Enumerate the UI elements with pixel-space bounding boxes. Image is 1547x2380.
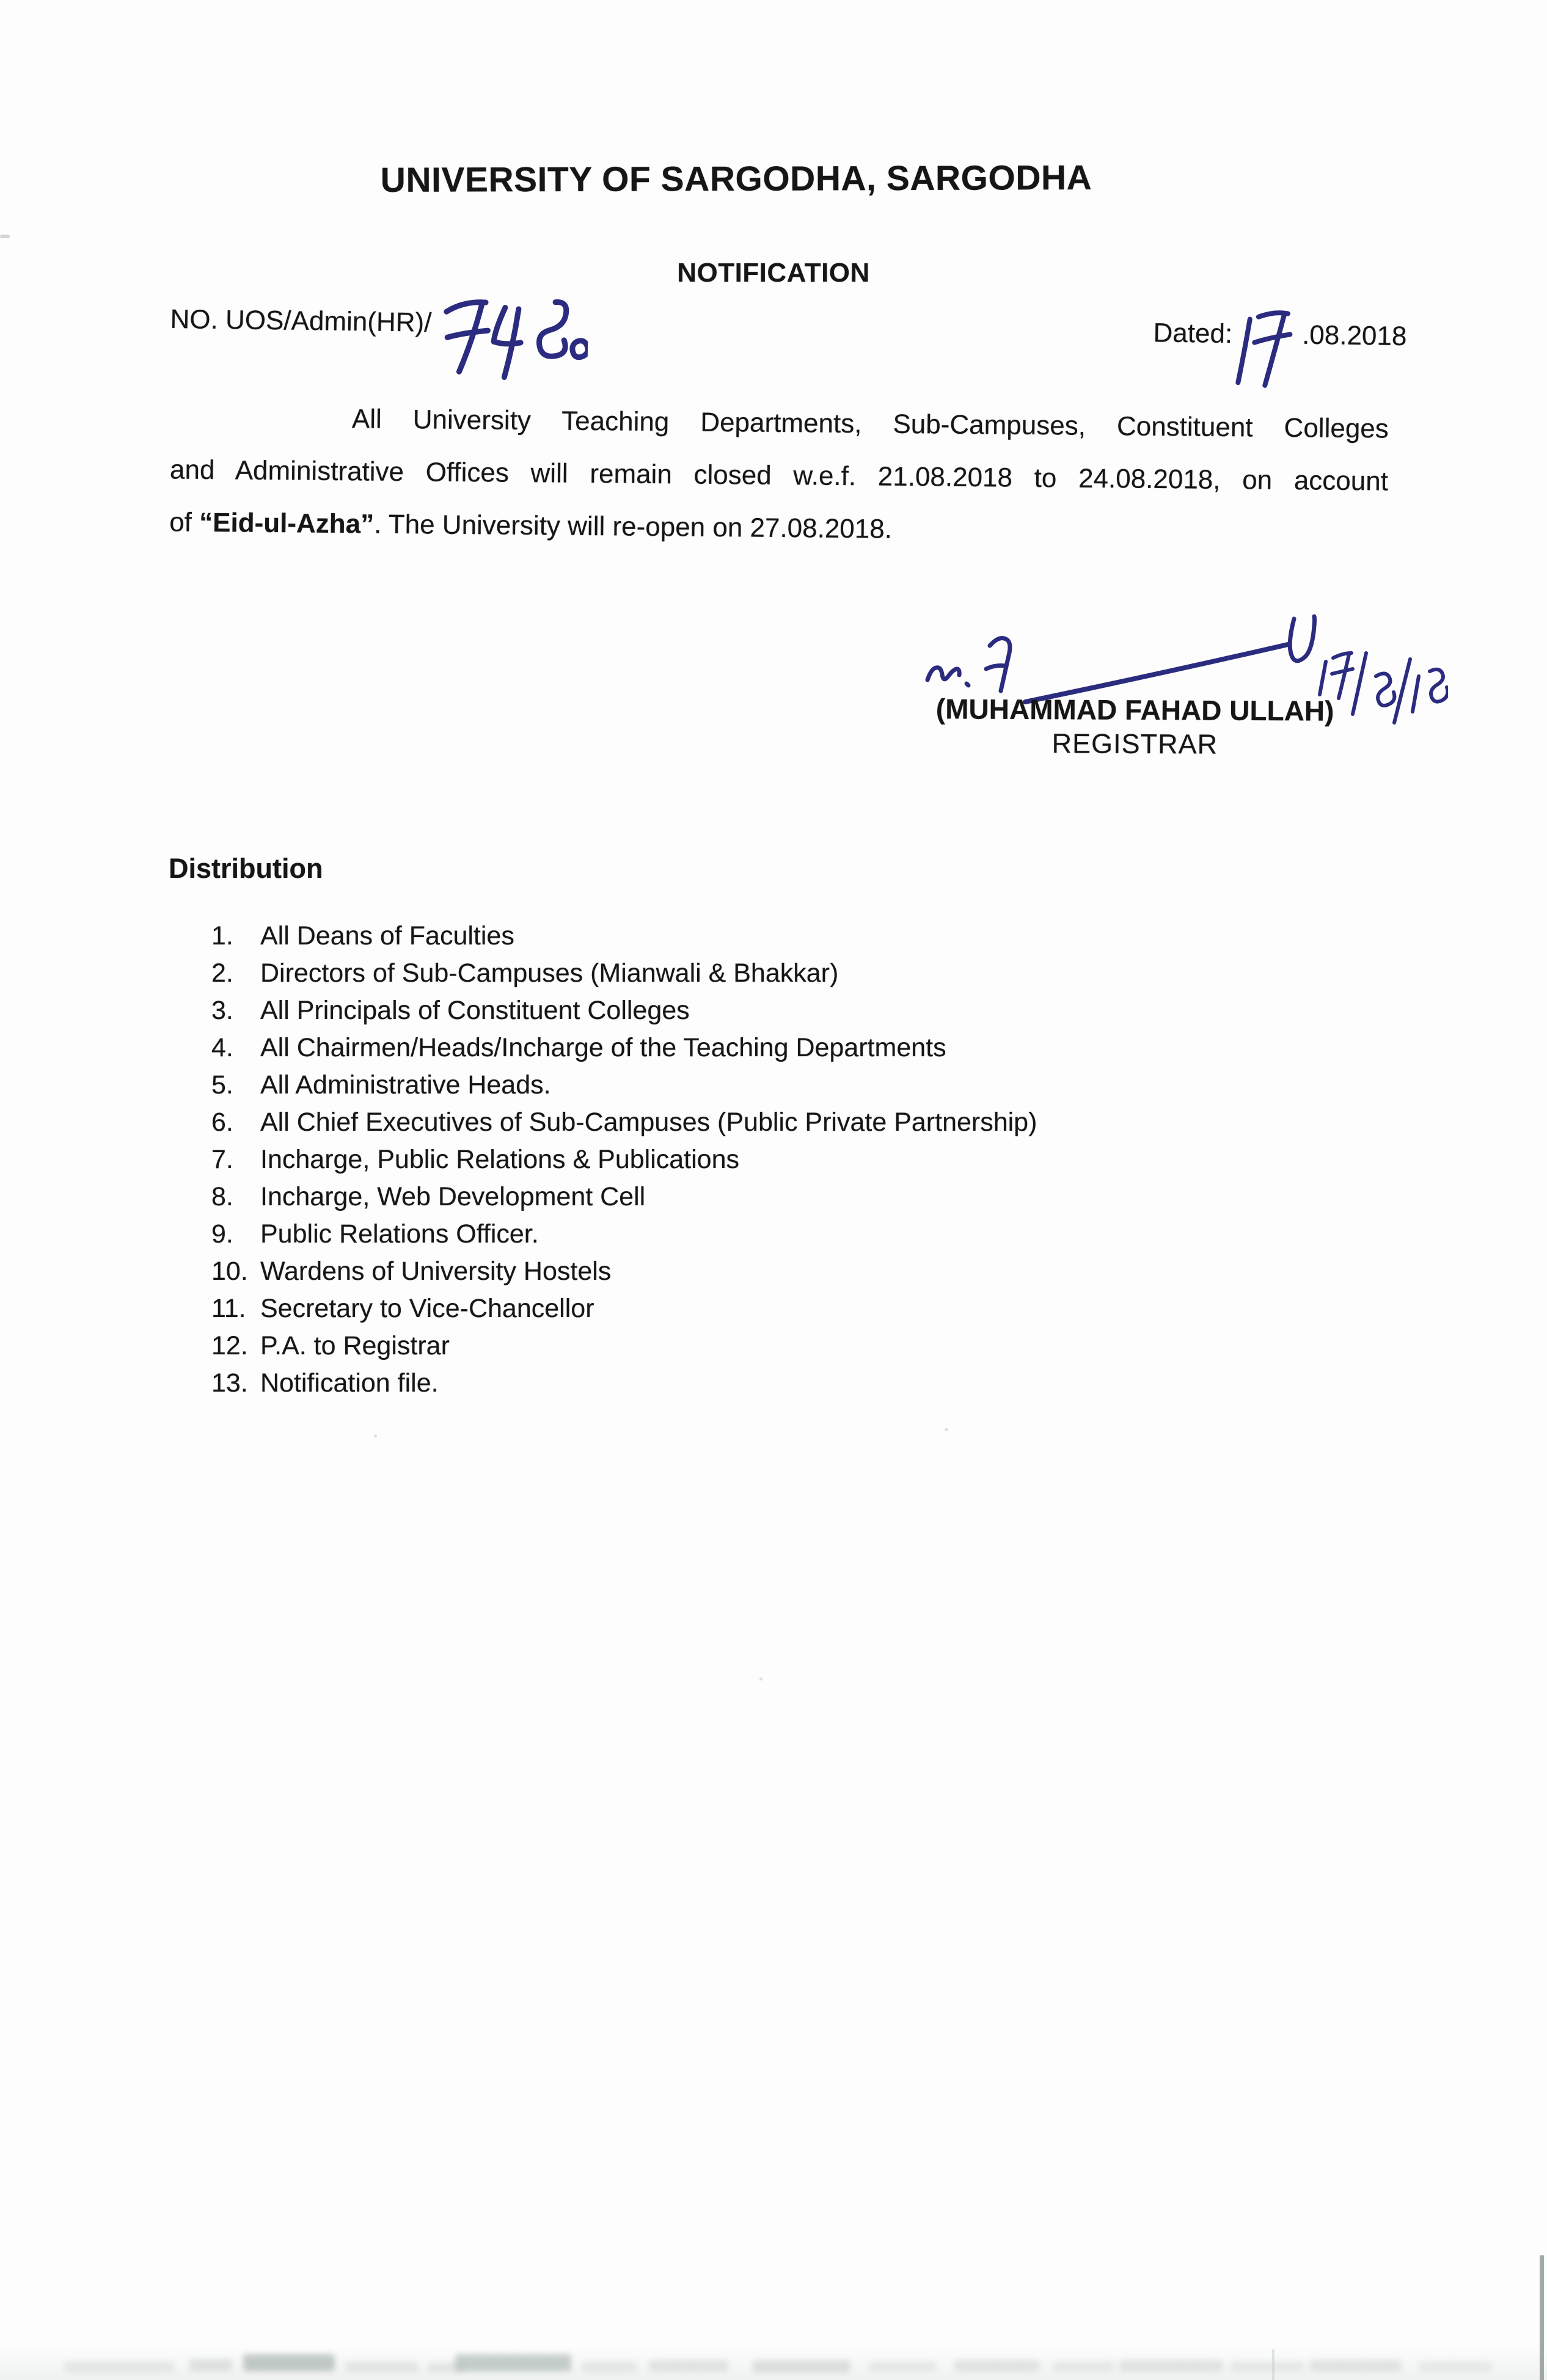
distribution-item-number: 13.	[211, 1368, 248, 1398]
distribution-item-label: P.A. to Registrar	[260, 1331, 450, 1360]
distribution-item-number: 7.	[211, 1145, 233, 1174]
distribution-item	[211, 1108, 1037, 1145]
distribution-item-label: All Administrative Heads.	[260, 1070, 551, 1100]
signature-block	[907, 692, 1363, 762]
notification-body	[169, 391, 1389, 560]
body-line-3-post: . The University will re-open on 27.08.2018.	[373, 509, 893, 544]
distribution-item	[211, 1182, 1037, 1219]
reference-date-row	[169, 304, 1407, 396]
date-group	[1152, 318, 1407, 396]
distribution-item-number: 9.	[211, 1219, 233, 1249]
distribution-item-label: Public Relations Officer.	[260, 1219, 539, 1249]
scan-speck	[374, 1434, 377, 1437]
signatory-name: (MUHAMMAD FAHAD ULLAH)	[935, 693, 1334, 727]
distribution-heading: Distribution	[169, 853, 323, 884]
distribution-item-number: 6.	[211, 1108, 233, 1137]
date-label: Dated:	[1153, 318, 1233, 349]
handwritten-date-day	[1233, 302, 1301, 395]
body-line-1: All University Teaching Departments, Sub-Campuses, Constituent Colleges	[351, 404, 1389, 444]
scan-edge-line	[1540, 2255, 1544, 2380]
distribution-item	[211, 1368, 1037, 1406]
distribution-item	[211, 996, 1037, 1033]
distribution-item-label: Secretary to Vice-Chancellor	[260, 1294, 594, 1323]
distribution-item	[211, 958, 1037, 996]
distribution-item-label: All Chairmen/Heads/Incharge of the Teaching Departments	[260, 1033, 946, 1062]
page-title: UNIVERSITY OF SARGODHA, SARGODHA	[380, 158, 1092, 200]
distribution-item-label: All Chief Executives of Sub-Campuses (Public Private Partnership)	[260, 1108, 1037, 1137]
scan-speck	[945, 1428, 948, 1431]
distribution-item	[211, 1033, 1037, 1070]
distribution-item-number: 10.	[211, 1257, 248, 1286]
reference-label: NO. UOS/Admin(HR)/	[170, 304, 432, 338]
date-text: .08.2018	[1301, 319, 1407, 352]
distribution-item-label: Notification file.	[260, 1368, 439, 1398]
distribution-item-number: 11.	[211, 1294, 246, 1323]
distribution-list	[211, 921, 1037, 1406]
distribution-item-label: All Deans of Faculties	[260, 921, 514, 951]
scan-edge-mark	[0, 235, 10, 238]
scan-speck	[759, 1677, 763, 1681]
distribution-item-label: Incharge, Public Relations & Publications	[260, 1145, 739, 1174]
distribution-item	[211, 1331, 1037, 1368]
body-line-2: and Administrative Offices will remain closed w.e.f. 21.08.2018 to 24.08.2018, on account	[169, 454, 1389, 497]
distribution-item-number: 5.	[211, 1070, 233, 1100]
distribution-item	[211, 1070, 1037, 1108]
reference-group	[169, 304, 588, 383]
distribution-item-number: 3.	[211, 996, 233, 1025]
notification-heading: NOTIFICATION	[677, 258, 870, 288]
scan-edge-line-faint	[1272, 2349, 1275, 2380]
distribution-item-number: 1.	[211, 921, 233, 951]
distribution-item-number: 4.	[211, 1033, 233, 1062]
distribution-item-number: 2.	[211, 958, 233, 988]
distribution-item	[211, 1257, 1037, 1294]
distribution-item-number: 12.	[211, 1331, 248, 1360]
distribution-item-label: Directors of Sub-Campuses (Mianwali & Bhakkar)	[260, 958, 839, 988]
distribution-item-label: Wardens of University Hostels	[260, 1257, 612, 1286]
handwritten-ref-number	[434, 280, 588, 382]
distribution-item-label: Incharge, Web Development Cell	[260, 1182, 646, 1211]
distribution-item	[211, 1219, 1037, 1257]
body-line-3-pre: of	[169, 507, 200, 538]
distribution-item	[211, 921, 1037, 958]
scan-noise-strip	[0, 2346, 1547, 2380]
distribution-item-number: 8.	[211, 1182, 233, 1211]
distribution-item	[211, 1145, 1037, 1182]
signatory-title: REGISTRAR	[1051, 728, 1218, 760]
distribution-item-label: All Principals of Constituent Colleges	[260, 996, 690, 1025]
distribution-item	[211, 1294, 1037, 1331]
body-line-3-holiday-name: “Eid-ul-Azha”	[199, 507, 375, 539]
